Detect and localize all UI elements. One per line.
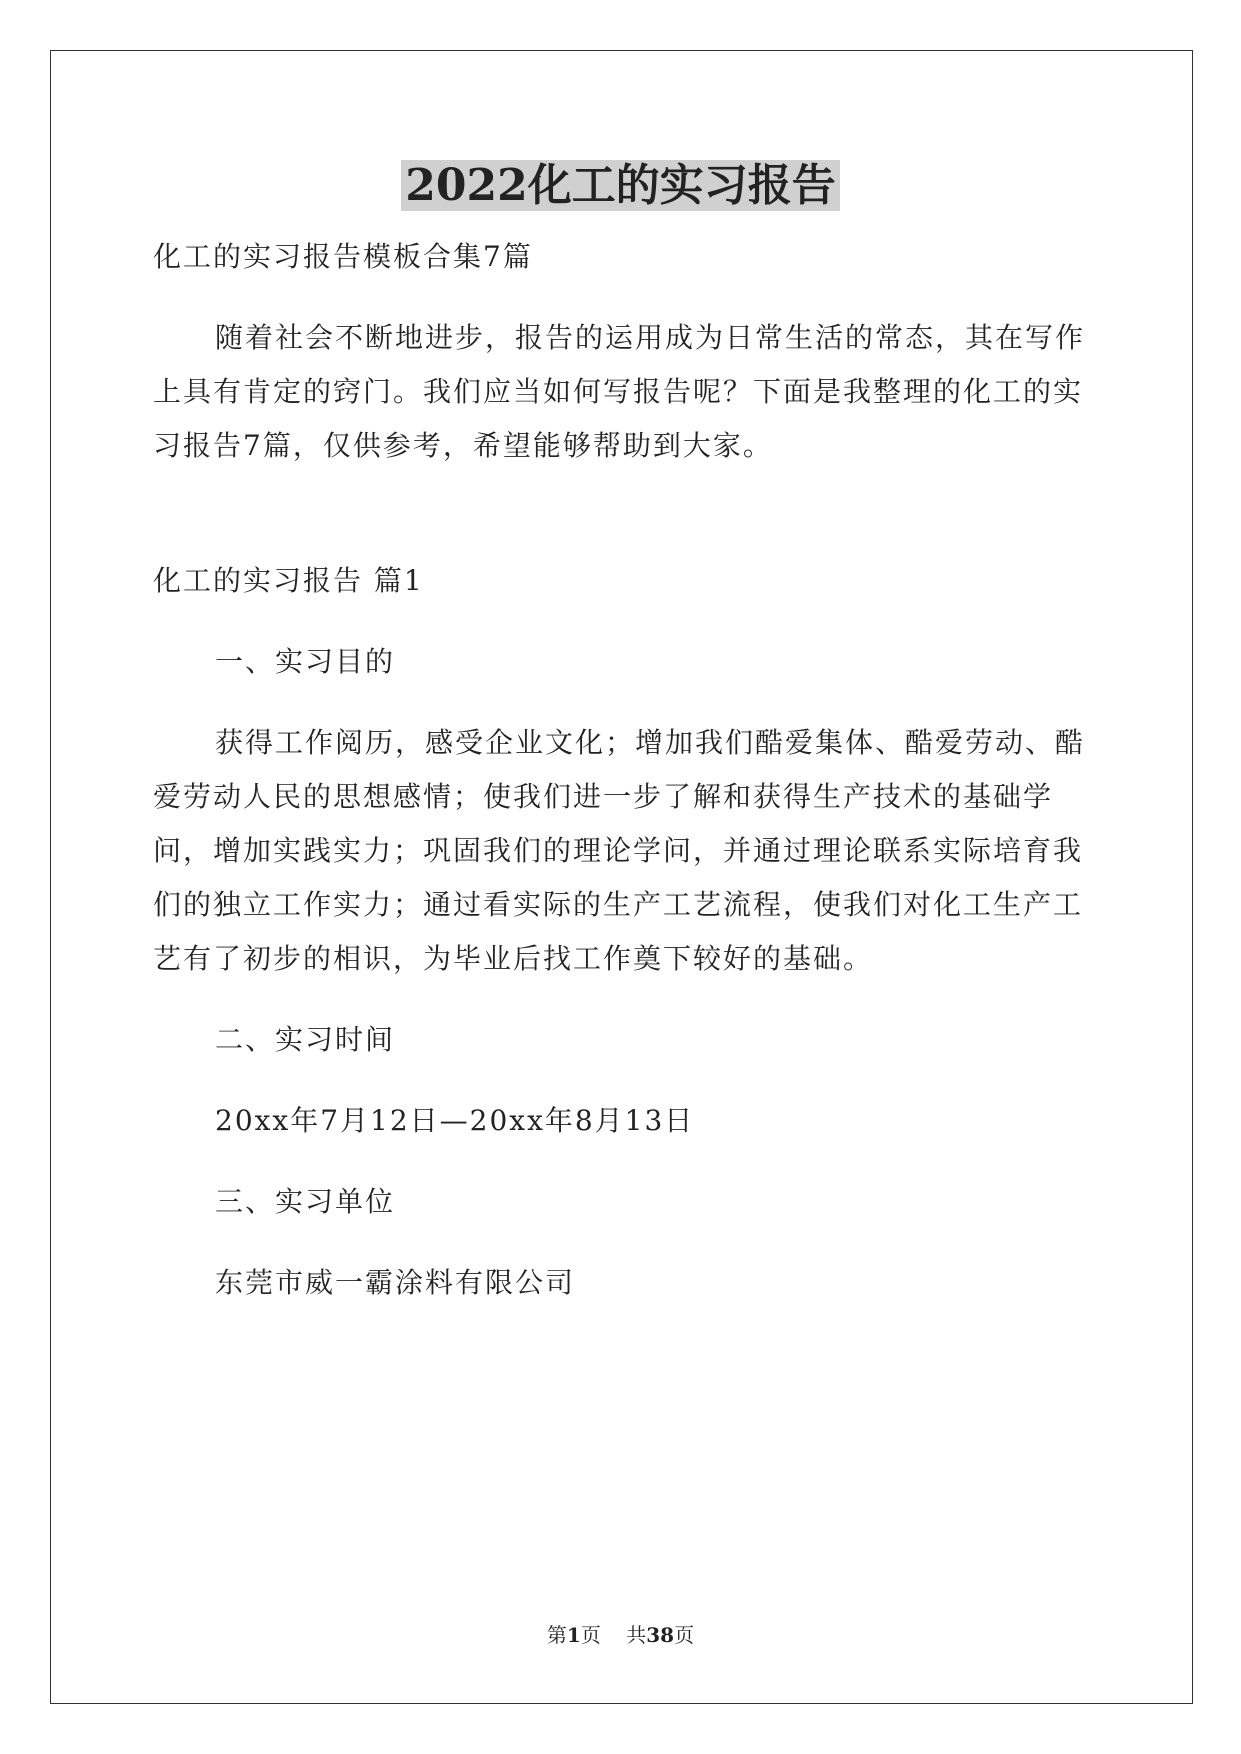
time-paragraph: 20xx年7月12日—20xx年8月13日 — [215, 1104, 695, 1137]
section-heading: 化工的实习报告 篇1 — [153, 564, 424, 597]
total-prefix: 共 — [626, 1623, 647, 1647]
unit-heading: 三、实习单位 — [215, 1185, 396, 1218]
unit-paragraph: 东莞市威一霸涂料有限公司 — [215, 1266, 576, 1299]
page-footer — [0, 1620, 1241, 1650]
document-subtitle: 化工的实习报告模板合集7篇 — [153, 240, 533, 273]
total-suffix: 页 — [674, 1623, 695, 1647]
intro-paragraph: 随着社会不断地进步，报告的运用成为日常生活的常态，其在写作上具有肯定的窍门。我们应当如何写报告呢？下面是我整理的化工的实习报告7篇，仅供参考，希望能够帮助到大家。 — [153, 321, 1086, 462]
document-title-text: 2022化工的实习报告 — [401, 160, 839, 211]
purpose-paragraph: 获得工作阅历，感受企业文化；增加我们酷爱集体、酷爱劳动、酷爱劳动人民的思想感情；使我们进一步了解和获得生产技术的基础学问，增加实践实力；巩固我们的理论学问，并通过理论联系实际培育我们的独立工作实力；通过看实际的生产工艺流程，使我们对化工生产工艺有了初步的相识，为毕业后找工作奠下较好的基础。 — [153, 726, 1086, 975]
time-heading: 二、实习时间 — [215, 1023, 396, 1056]
document-title — [0, 156, 1241, 216]
page-prefix: 第 — [546, 1623, 567, 1647]
page-suffix: 页 — [580, 1623, 601, 1647]
purpose-heading: 一、实习目的 — [215, 645, 396, 678]
total-pages: 38 — [646, 1623, 675, 1647]
page-number: 1 — [566, 1623, 581, 1647]
document-body — [153, 230, 1089, 1337]
